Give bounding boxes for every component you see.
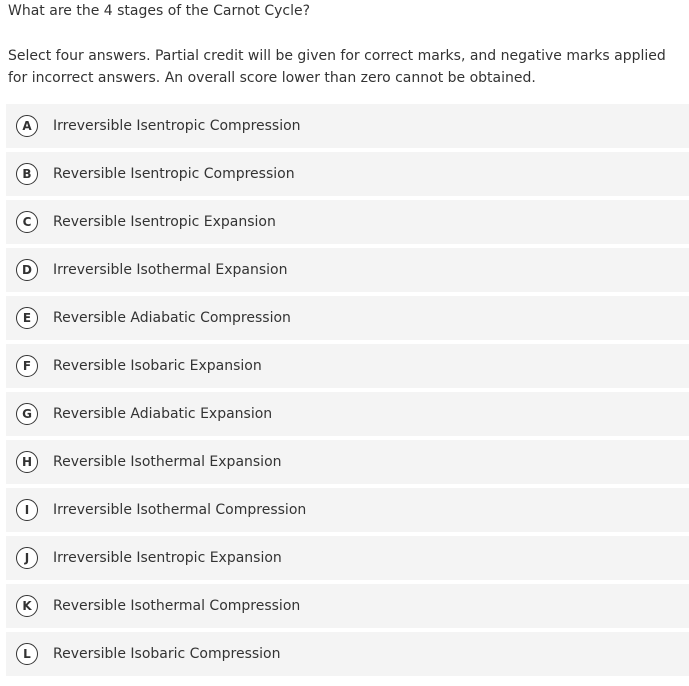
option-i[interactable] (6, 488, 689, 532)
option-j[interactable] (6, 536, 689, 580)
option-letter-badge: K (16, 595, 38, 617)
option-label: Reversible Adiabatic Expansion (53, 406, 273, 422)
option-letter-badge: H (16, 451, 38, 473)
option-letter-badge: I (16, 499, 38, 521)
option-letter-badge: D (16, 259, 38, 281)
option-letter-badge: C (16, 211, 38, 233)
option-label: Reversible Isentropic Expansion (53, 214, 276, 230)
option-f[interactable] (6, 344, 689, 388)
option-b[interactable] (6, 152, 689, 196)
option-letter-badge: E (16, 307, 38, 329)
answer-options-list (6, 104, 689, 680)
option-letter-badge: B (16, 163, 38, 185)
option-c[interactable] (6, 200, 689, 244)
instructions-text: Select four answers. Partial credit will be given for correct marks, and negative marks applied for incorrect answers. An overall score lower than zero cannot be obtained. (8, 48, 666, 86)
option-letter-badge: A (16, 115, 38, 137)
option-label: Irreversible Isentropic Compression (53, 118, 301, 134)
option-a[interactable] (6, 104, 689, 148)
option-label: Reversible Isentropic Compression (53, 166, 295, 182)
option-letter-badge: L (16, 643, 38, 665)
option-g[interactable] (6, 392, 689, 436)
option-label: Reversible Isobaric Compression (53, 646, 281, 662)
option-letter-badge: J (16, 547, 38, 569)
option-h[interactable] (6, 440, 689, 484)
option-letter-badge: F (16, 355, 38, 377)
option-label: Reversible Adiabatic Compression (53, 310, 291, 326)
option-l[interactable] (6, 632, 689, 676)
question-text: What are the 4 stages of the Carnot Cycle? (8, 3, 311, 19)
option-k[interactable] (6, 584, 689, 628)
option-letter-badge: G (16, 403, 38, 425)
option-label: Reversible Isobaric Expansion (53, 358, 262, 374)
option-label: Reversible Isothermal Expansion (53, 454, 282, 470)
option-label: Irreversible Isothermal Compression (53, 502, 307, 518)
option-d[interactable] (6, 248, 689, 292)
option-label: Irreversible Isothermal Expansion (53, 262, 288, 278)
option-label: Irreversible Isentropic Expansion (53, 550, 282, 566)
option-e[interactable] (6, 296, 689, 340)
option-label: Reversible Isothermal Compression (53, 598, 301, 614)
